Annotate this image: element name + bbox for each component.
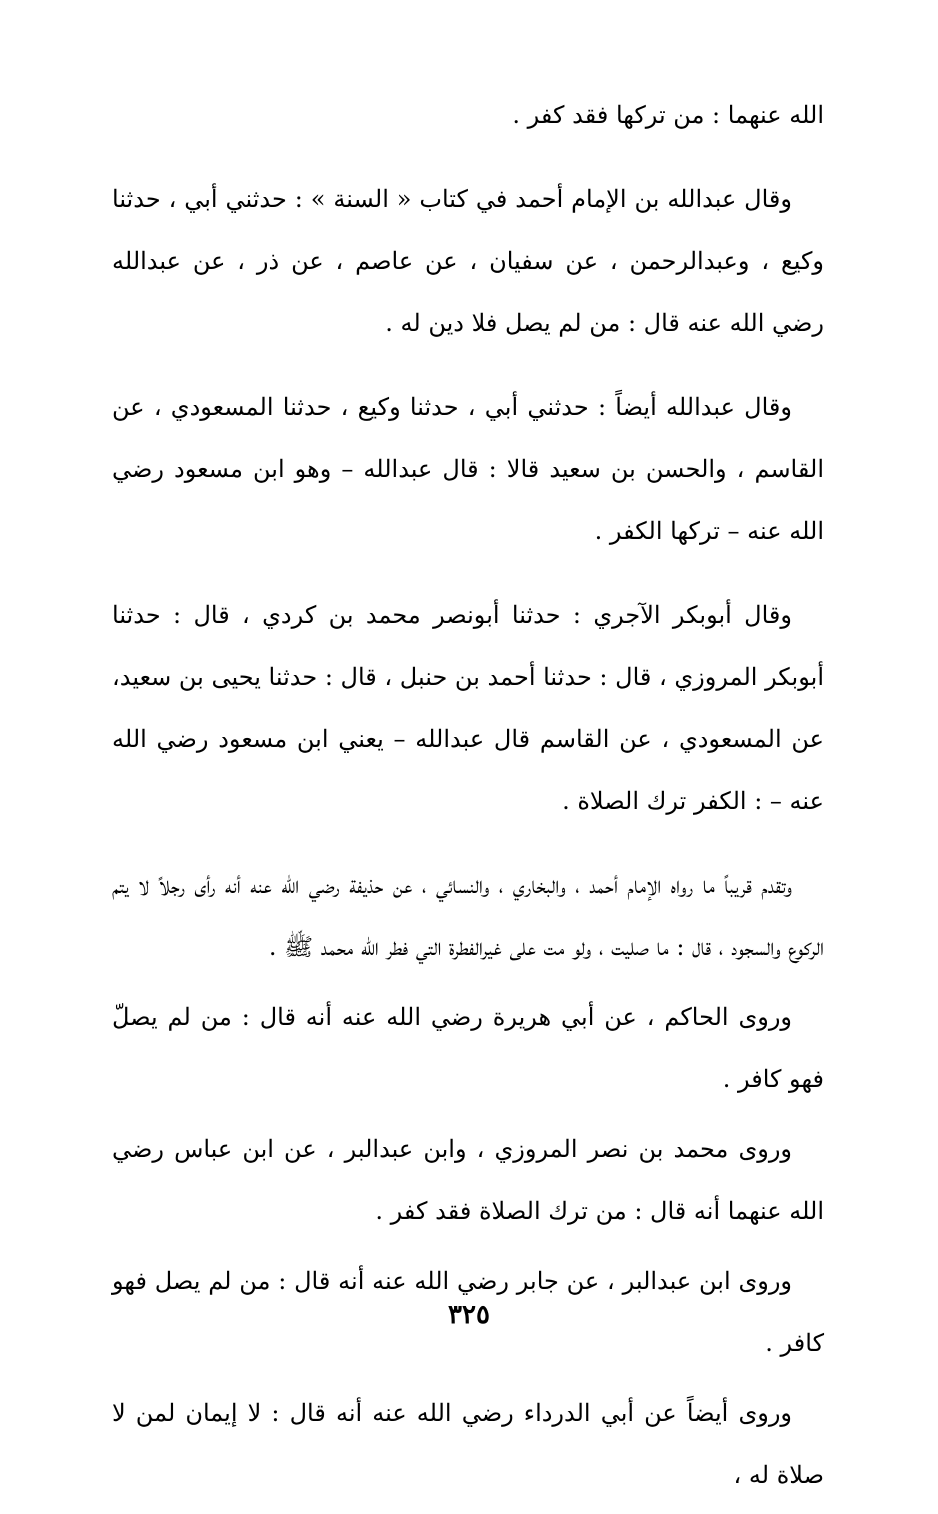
paragraph-3: وقال عبدالله أيضاً : حدثني أبي ، حدثنا وكيع ، حدثنا المسعودي ، عن القاسم ، والحسن بن سعيد قالا : قال عبدالله – وهو ابن مسعود رضي الله عنه – تركها الكفر . <box>112 393 824 545</box>
paragraph-1: الله عنهما : من تركها فقد كفر . <box>512 101 824 129</box>
paragraph-9: وروى أيضاً عن أبي الدرداء رضي الله عنه أنه قال : لا إيمان لمن لا صلاة له ، <box>112 1399 824 1489</box>
paragraph-5: وتقدم قريباً ما رواه الإمام أحمد ، والبخاري ، والنسائي ، عن حذيفة رضي الله عنه أنه رأى رجلاً لا يتم الركوع والسجود ، قال : ما صليت ، ولو مت على غيرالفطرة التي فطر الله محمد ﷺ . <box>112 871 824 961</box>
page-number: ٣٢٥ <box>448 1300 490 1330</box>
paragraph-8: وروى ابن عبدالبر ، عن جابر رضي الله عنه أنه قال : من لم يصل فهو كافر . <box>112 1267 824 1357</box>
paragraph-6: وروى الحاكم ، عن أبي هريرة رضي الله عنه أنه قال : من لم يصلّ فهو كافر . <box>112 1003 824 1093</box>
paragraph-2: وقال عبدالله بن الإمام أحمد في كتاب « السنة » : حدثني أبي ، حدثنا وكيع ، وعبدالرحمن ، عن سفيان ، عن عاصم ، عن ذر ، عن عبدالله رضي الله عنه قال : من لم يصل فلا دين له . <box>112 185 824 337</box>
paragraph-7: وروى محمد بن نصر المروزي ، وابن عبدالبر ، عن ابن عباس رضي الله عنهما أنه قال : من ترك الصلاة فقد كفر . <box>112 1135 824 1225</box>
paragraph-4: وقال أبوبكر الآجري : حدثنا أبونصر محمد بن كردي ، قال : حدثنا أبوبكر المروزي ، قال : حدثنا أحمد بن حنبل ، قال : حدثنا يحيى بن سعيد، عن المسعودي ، عن القاسم قال عبدالله – يعني ابن مسعود رضي الله عنه – : الكفر ترك الصلاة . <box>112 601 824 815</box>
